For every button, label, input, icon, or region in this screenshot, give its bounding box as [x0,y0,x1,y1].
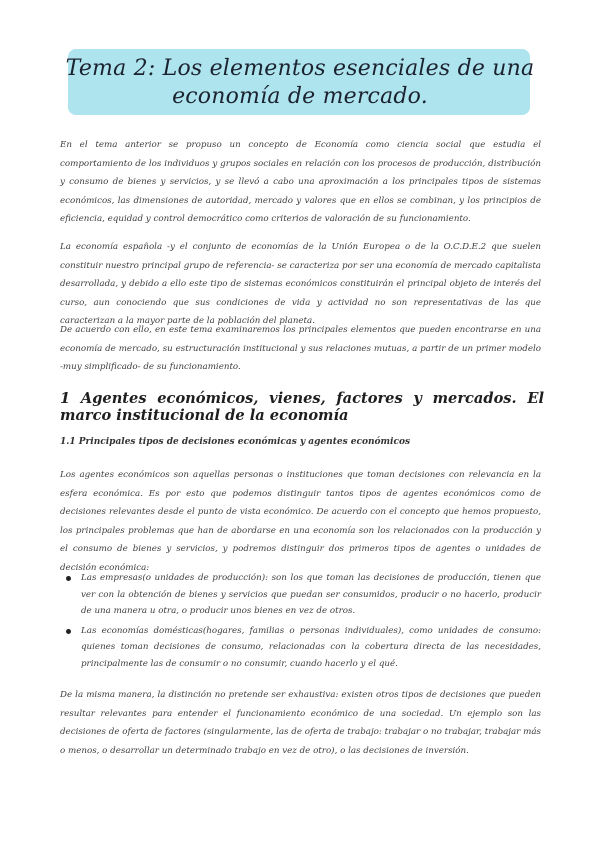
intro-paragraph: En el tema anterior se propuso un concepto de Economía como ciencia social que estudia el comportamiento de los individuos y grupos sociales en relación con los procesos de producción, distribución y consumo de bienes y servicios, y se llevó a cabo una aproximación a los principales tipos de sistemas económicos, las dimensiones de autoridad, mercado y valores que en ellos se combinan, y los principios de eficiencia, equidad y control democrático como criterios de valoración de su funcionamiento. [60,140,541,224]
agent-types-list [60,570,541,676]
page-title-line-2: economía de mercado. [172,84,428,109]
subsection-heading: 1.1 Principales tipos de decisiones económicas y agentes económicos [60,437,411,447]
list-item: Las empresas(o unidades de producción): son los que toman las decisiones de producción, tienen que ver con la obtención de bienes y servicios que puedan ser consumidos, producir o no hacerlo, producir de una manera u otra, o producir unos bienes en vez de otros. [60,570,541,620]
other-decisions-paragraph: De la misma manera, la distinción no pretende ser exhaustiva: existen otros tipos de decisiones que pueden resultar relevantes para entender el funcionamiento económico de una sociedad. Un ejemplo son las decisiones de oferta de factores (singularmente, las de oferta de trabajo: trabajar o no trabajar, trabajar más o menos, o desarrollar un determinado trabajo en vez de otro), o las decisiones de inversión. [60,690,541,756]
economic-agents-paragraph: Los agentes económicos son aquellas personas o instituciones que toman decisiones con relevancia en la esfera económica. Es por esto que podemos distinguir tantos tipos de agentes económicos como de decisiones relevantes desde el punto de vista económico. De acuerdo con el concepto que hemos propuesto, los principales problemas que han de abordarse en una economía son los relacionados con la producción y el consumo de bienes y servicios, y podremos distinguir dos primeros tipos de agentes o unidades de decisión económica: [60,470,541,573]
spanish-economy-paragraph: La economía española -y el conjunto de economías de la Unión Europea o de la O.C.D.E.2 que suelen constituir nuestro principal grupo de referencia- se caracteriza por ser una economía de mercado capitalista desarrollada, y debido a ello este tipo de sistemas económicos constituirán el principal objeto de interés del curso, aun conociendo que sus condiciones de vida y actividad no son representativas de las que caracterizan a la mayor parte de la población del planeta. [60,242,541,326]
page-title-line-1: Tema 2: Los elementos esenciales de una [65,56,535,81]
topic-overview-paragraph: De acuerdo con ello, en este tema examinaremos los principales elementos que pueden encontrarse en una economía de mercado, su estructuración institucional y sus relaciones mutuas, a partir de un primer modelo -muy simplificado- de su funcionamiento. [60,325,541,372]
list-item: Las economías domésticas(hogares, familias o personas individuales), como unidades de consumo: quienes toman decisiones de consumo, relacionadas con la cobertura directa de las necesidades, principalmente las de consumir o no consumir, cuando hacerlo y el qué. [60,623,541,673]
section-heading: 1 Agentes económicos, vienes, factores y mercados. El marco institucional de la economía [60,390,544,424]
